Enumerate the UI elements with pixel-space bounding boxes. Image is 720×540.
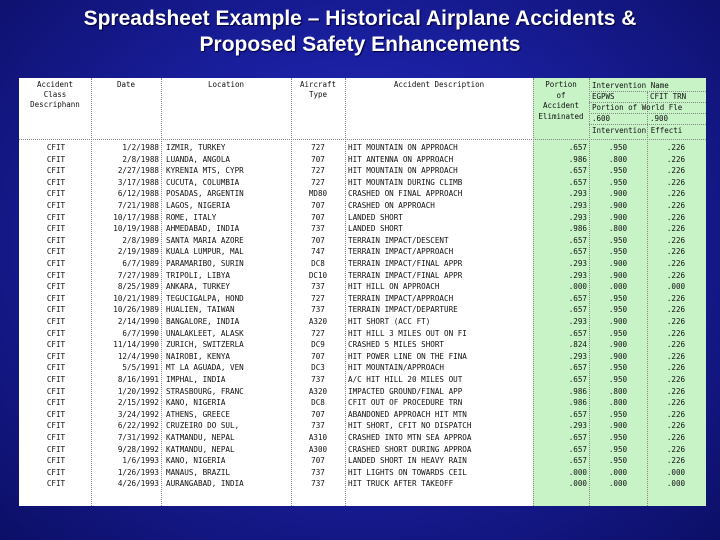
cell-accident-class: CFIT [46,224,66,234]
cell-egpws-effect: .950 [608,375,628,384]
table-row [19,281,706,293]
cell-cfit-trn-effect: .226 [666,444,686,454]
cell-location: TRIPOLI, LIBYA [166,270,231,280]
cell-location: KANO, NIGERIA [166,456,226,466]
cell-location: BANGALORE, INDIA [166,317,240,326]
cell-aircraft-type: A320 [308,317,328,326]
cell-description: HIT MOUNTAIN DURING CLIMB [348,177,463,187]
cell-aircraft-type: A320 [308,386,328,396]
cell-location: TEGUCIGALPA, HOND [166,293,244,303]
cell-cfit-trn-effect: .226 [666,317,686,326]
header-intervention-effect: Intervention Effecti [592,126,683,135]
cell-portion-eliminated: .657 [568,433,587,442]
cell-cfit-trn-effect: .226 [666,305,686,315]
cell-description: ABANDONED APPROACH HIT MTN [348,409,467,419]
cell-egpws-effect: .900 [608,317,628,326]
cell-accident-class: CFIT [46,143,66,152]
cell-date: 6/12/1988 [117,189,159,199]
cell-accident-class: CFIT [46,305,66,315]
cell-location: ZURICH, SWITZERLA [166,340,244,350]
cell-date: 10/17/1988 [113,212,159,222]
table-row [19,328,706,340]
cell-accident-class: CFIT [46,386,66,396]
table-row [19,374,706,386]
table-row [19,409,706,421]
cell-cfit-trn-effect: .226 [666,247,686,257]
table-row [19,478,706,490]
cell-egpws-effect: .950 [608,363,628,373]
cell-aircraft-type: A310 [308,433,328,442]
cell-description: TERRAIN IMPACT/DESCENT [348,235,449,245]
cell-date: 2/14/1990 [117,317,159,326]
cell-description: HIT ANTENNA ON APPROACH [348,154,454,164]
cell-cfit-trn-effect: .226 [666,386,686,396]
cell-portion-eliminated: .657 [568,375,587,384]
cell-cfit-trn-effect: .226 [666,409,686,419]
cell-cfit-trn-effect: .226 [666,398,686,408]
cell-accident-class: CFIT [46,467,66,477]
cell-portion-eliminated: .657 [568,143,587,152]
cell-egpws-effect: .900 [608,340,628,350]
cell-date: 10/21/1989 [113,293,159,303]
table-row [19,444,706,456]
cell-aircraft-type: 747 [311,247,325,257]
cell-description: CRASHED ON APPROACH [348,201,435,210]
cell-date: 1/6/1993 [122,456,159,466]
cell-aircraft-type: 707 [311,456,325,466]
cell-date: 8/16/1991 [117,375,159,384]
cell-description: HIT POWER LINE ON THE FINA [348,351,467,361]
cell-location: PARAMARIBO, SURIN [166,259,244,268]
cell-portion-eliminated: .293 [568,189,587,199]
table-row [19,386,706,398]
cell-cfit-trn-effect: .226 [666,433,686,442]
cell-description: HIT MOUNTAIN/APPROACH [348,363,445,373]
cell-location: STRASBOURG, FRANC [166,386,244,396]
spreadsheet [19,78,706,506]
cell-aircraft-type: 737 [311,224,325,234]
cell-accident-class: CFIT [46,293,66,303]
table-row [19,397,706,409]
cell-cfit-trn-effect: .226 [666,293,686,303]
cell-location: UNALAKLEET, ALASK [166,328,244,338]
table-row [19,188,706,200]
cell-aircraft-type: DC3 [311,363,325,373]
cell-aircraft-type: DC10 [308,270,328,280]
table-row [19,200,706,212]
cell-location: KATMANDU, NEPAL [166,444,235,454]
cell-cfit-trn-effect: .226 [666,177,686,187]
cell-cfit-trn-effect: .226 [666,154,686,164]
cell-aircraft-type: 707 [311,201,325,210]
cell-date: 3/17/1988 [117,177,159,187]
cell-aircraft-type: 707 [311,154,325,164]
slide-title-line-1: Spreadsheet Example – Historical Airplane Accidents & [83,7,637,30]
cell-date: 5/5/1991 [122,363,159,373]
cell-cfit-trn-effect: .226 [666,421,686,431]
header-portion-eliminated: Portion of Accident Eliminated [538,80,584,121]
cell-accident-class: CFIT [46,177,66,187]
cell-aircraft-type: 727 [311,293,325,303]
cell-cfit-trn-effect: .226 [666,328,686,338]
cell-location: MANAUS, BRAZIL [166,467,231,477]
header-accident-class: Accident Class Descriphann [30,80,80,109]
cell-aircraft-type: 737 [311,479,325,489]
cell-date: 9/28/1992 [117,444,159,454]
cell-cfit-trn-effect: .226 [666,212,686,222]
cell-portion-eliminated: .293 [568,351,587,361]
intervention-name-2: CFIT TRN [650,92,687,101]
world-fleet-value-1: .600 [592,114,611,123]
cell-portion-eliminated: .657 [568,305,587,315]
cell-description: TERRAIN IMPACT/FINAL APPR [348,259,463,268]
cell-date: 1/26/1993 [117,467,159,477]
table-row [19,258,706,270]
cell-date: 6/7/1990 [122,328,159,338]
cell-cfit-trn-effect: .226 [666,351,686,361]
cell-accident-class: CFIT [46,421,66,431]
cell-accident-class: CFIT [46,317,66,326]
cell-egpws-effect: .900 [608,421,628,431]
cell-portion-eliminated: .657 [568,363,587,373]
cell-accident-class: CFIT [46,270,66,280]
cell-cfit-trn-effect: .226 [666,363,686,373]
cell-cfit-trn-effect: .226 [666,143,686,152]
cell-date: 1/2/1988 [122,143,159,152]
table-row [19,212,706,224]
cell-portion-eliminated: .293 [568,201,587,210]
cell-aircraft-type: DC8 [311,259,325,268]
cell-location: LUANDA, ANGOLA [166,154,231,164]
cell-description: LANDED SHORT IN HEAVY RAIN [348,456,467,466]
cell-accident-class: CFIT [46,479,66,489]
cell-portion-eliminated: .657 [568,247,587,257]
cell-egpws-effect: .000 [608,479,628,489]
cell-portion-eliminated: .986 [568,154,587,164]
cell-cfit-trn-effect: .226 [666,259,686,268]
table-row [19,362,706,374]
cell-description: CRASHED SHORT DURING APPROA [348,444,472,454]
cell-egpws-effect: .800 [608,154,628,164]
cell-accident-class: CFIT [46,282,66,292]
cell-egpws-effect: .950 [608,305,628,315]
cell-description: HIT SHORT (ACC FT) [348,317,431,326]
cell-aircraft-type: 707 [311,235,325,245]
cell-location: AHMEDABAD, INDIA [166,224,240,234]
cell-date: 2/19/1989 [117,247,159,257]
cell-description: HIT TRUCK AFTER TAKEOFF [348,479,454,489]
cell-description: A/C HIT HILL 20 MILES OUT [348,375,463,384]
cell-portion-eliminated: .657 [568,328,587,338]
cell-accident-class: CFIT [46,189,66,199]
cell-aircraft-type: A300 [308,444,328,454]
cell-portion-eliminated: .293 [568,212,587,222]
cell-location: KYRENIA MTS, CYPR [166,166,244,176]
cell-description: HIT HILL ON APPROACH [348,282,440,292]
cell-aircraft-type: 737 [311,467,325,477]
header-intervention-name: Intervention Name [592,81,669,90]
cell-portion-eliminated: .000 [568,479,587,489]
cell-aircraft-type: 727 [311,166,325,176]
cell-portion-eliminated: .657 [568,409,587,419]
cell-cfit-trn-effect: .226 [666,166,686,176]
cell-egpws-effect: .950 [608,409,628,419]
cell-egpws-effect: .900 [608,259,628,268]
cell-location: ATHENS, GREECE [166,409,231,419]
header-separator [19,139,706,140]
cell-location: HUALIEN, TAIWAN [166,305,235,315]
cell-date: 4/26/1993 [117,479,159,489]
cell-egpws-effect: .800 [608,386,628,396]
table-row [19,432,706,444]
cell-accident-class: CFIT [46,235,66,245]
table-row [19,235,706,247]
cell-cfit-trn-effect: .000 [666,282,686,292]
cell-location: SANTA MARIA AZORE [166,235,244,245]
header-date: Date [116,80,136,89]
cell-location: LAGOS, NIGERIA [166,201,231,210]
cell-portion-eliminated: .000 [568,282,587,292]
cell-date: 7/21/1988 [117,201,159,210]
cell-location: CRUZEIRO DO SUL, [166,421,240,431]
cell-egpws-effect: .950 [608,433,628,442]
cell-accident-class: CFIT [46,259,66,268]
cell-aircraft-type: 707 [311,409,325,419]
header-aircraft-type: Aircraft Type [299,80,337,99]
cell-egpws-effect: .900 [608,270,628,280]
table-row [19,455,706,467]
cell-location: AURANGABAD, INDIA [166,479,244,489]
cell-accident-class: CFIT [46,456,66,466]
cell-portion-eliminated: .293 [568,421,587,431]
table-row [19,293,706,305]
cell-egpws-effect: .950 [608,235,628,245]
intervention-name-1: EGPWS [592,92,615,101]
cell-location: KANO, NIGERIA [166,398,226,408]
cell-aircraft-type: 737 [311,375,325,384]
cell-date: 2/8/1989 [122,235,159,245]
cell-location: IZMIR, TURKEY [166,143,226,152]
cell-portion-eliminated: .657 [568,177,587,187]
cell-date: 6/7/1989 [122,259,159,268]
cell-cfit-trn-effect: .226 [666,224,686,234]
cell-location: CUCUTA, COLUMBIA [166,177,240,187]
cell-location: POSADAS, ARGENTIN [166,189,244,199]
cell-egpws-effect: .950 [608,293,628,303]
cell-description: LANDED SHORT [348,212,403,222]
cell-location: ROME, ITALY [166,212,217,222]
cell-accident-class: CFIT [46,351,66,361]
cell-description: TERRAIN IMPACT/APPROACH [348,247,454,257]
cell-aircraft-type: 727 [311,328,325,338]
cell-description: TERRAIN IMPACT/DEPARTURE [348,305,458,315]
cell-egpws-effect: .950 [608,456,628,466]
table-row [19,246,706,258]
table-row [19,420,706,432]
cell-portion-eliminated: .824 [568,340,587,350]
cell-description: HIT SHORT, CFIT NO DISPATCH [348,421,472,431]
cell-portion-eliminated: .986 [568,224,587,234]
cell-location: ANKARA, TURKEY [166,282,231,292]
cell-location: KUALA LUMPUR, MAL [166,247,244,257]
cell-date: 10/26/1989 [113,305,159,315]
cell-portion-eliminated: .657 [568,293,587,303]
cell-portion-eliminated: .293 [568,270,587,280]
cell-aircraft-type: 737 [311,305,325,315]
cell-accident-class: CFIT [46,398,66,408]
cell-accident-class: CFIT [46,409,66,419]
cell-egpws-effect: .950 [608,143,628,152]
cell-cfit-trn-effect: .226 [666,235,686,245]
world-fleet-value-2: .900 [650,114,669,123]
table-row [19,142,706,154]
cell-aircraft-type: DC8 [311,398,325,408]
cell-aircraft-type: DC9 [311,340,325,350]
cell-egpws-effect: .950 [608,166,628,176]
cell-location: IMPHAL, INDIA [166,375,226,384]
cell-portion-eliminated: .293 [568,317,587,326]
cell-date: 2/27/1988 [117,166,159,176]
cell-aircraft-type: MD80 [308,189,328,199]
cell-accident-class: CFIT [46,154,66,164]
cell-portion-eliminated: .657 [568,444,587,454]
cell-date: 7/31/1992 [117,433,159,442]
header-world-fleet: Portion of World Fle [592,103,683,112]
cell-accident-class: CFIT [46,444,66,454]
cell-location: NAIROBI, KENYA [166,351,231,361]
cell-accident-class: CFIT [46,433,66,442]
cell-accident-class: CFIT [46,201,66,210]
cell-cfit-trn-effect: .226 [666,201,686,210]
cell-accident-class: CFIT [46,363,66,373]
cell-cfit-trn-effect: .226 [666,375,686,384]
cell-portion-eliminated: .657 [568,456,587,466]
cell-description: CRASHED 5 MILES SHORT [348,340,445,350]
cell-portion-eliminated: .000 [568,467,587,477]
table-row [19,270,706,282]
cell-portion-eliminated: .293 [568,259,587,268]
cell-aircraft-type: 707 [311,212,325,222]
cell-description: HIT MOUNTAIN ON APPROACH [348,143,458,152]
cell-egpws-effect: .000 [608,282,628,292]
cell-location: MT LA AGUADA, VEN [166,363,244,373]
table-row [19,154,706,166]
cell-accident-class: CFIT [46,212,66,222]
header-location: Location [207,80,245,89]
cell-description: CRASHED INTO MTN SEA APPROA [348,433,472,442]
table-row [19,351,706,363]
cell-accident-class: CFIT [46,328,66,338]
cell-aircraft-type: 737 [311,282,325,292]
header-accident-description: Accident Description [393,80,485,89]
table-row [19,467,706,479]
cell-egpws-effect: .950 [608,177,628,187]
cell-date: 3/24/1992 [117,409,159,419]
cell-date: 1/20/1992 [117,386,159,396]
cell-cfit-trn-effect: .226 [666,340,686,350]
cell-egpws-effect: .000 [608,467,628,477]
cell-egpws-effect: .800 [608,224,628,234]
cell-egpws-effect: .950 [608,444,628,454]
cell-description: HIT HILL 3 MILES OUT ON FI [348,328,467,338]
cell-description: CRASHED ON FINAL APPROACH [348,189,463,199]
table-row [19,177,706,189]
cell-cfit-trn-effect: .226 [666,189,686,199]
cell-description: HIT MOUNTAIN ON APPROACH [348,166,458,176]
cell-portion-eliminated: .657 [568,235,587,245]
cell-portion-eliminated: .657 [568,166,587,176]
slide-title-line-2: Proposed Safety Enhancements [199,33,521,56]
cell-date: 6/22/1992 [117,421,159,431]
cell-description: LANDED SHORT [348,224,403,234]
cell-cfit-trn-effect: .226 [666,456,686,466]
cell-accident-class: CFIT [46,375,66,384]
cell-portion-eliminated: .986 [568,386,587,396]
cell-egpws-effect: .900 [608,201,628,210]
cell-aircraft-type: 707 [311,351,325,361]
cell-date: 12/4/1990 [117,351,159,361]
cell-aircraft-type: 727 [311,177,325,187]
cell-accident-class: CFIT [46,166,66,176]
cell-date: 2/8/1988 [122,154,159,164]
cell-accident-class: CFIT [46,340,66,350]
cell-egpws-effect: .950 [608,247,628,257]
cell-egpws-effect: .900 [608,212,628,222]
cell-description: IMPACTED GROUND/FINAL APP [348,386,463,396]
cell-date: 11/14/1990 [113,340,159,350]
cell-accident-class: CFIT [46,247,66,257]
table-row [19,316,706,328]
cell-cfit-trn-effect: .000 [666,479,686,489]
cell-date: 10/19/1988 [113,224,159,234]
cell-date: 8/25/1989 [117,282,159,292]
cell-location: KATMANDU, NEPAL [166,433,235,442]
cell-egpws-effect: .800 [608,398,628,408]
cell-date: 7/27/1989 [117,270,159,280]
cell-description: TERRAIN IMPACT/APPROACH [348,293,454,303]
cell-description: HIT LIGHTS ON TOWARDS CEIL [348,467,467,477]
slide-title [0,6,720,58]
cell-aircraft-type: 727 [311,143,325,152]
cell-date: 2/15/1992 [117,398,159,408]
table-row [19,304,706,316]
cell-description: TERRAIN IMPACT/FINAL APPR [348,270,463,280]
cell-aircraft-type: 737 [311,421,325,431]
cell-cfit-trn-effect: .226 [666,270,686,280]
cell-egpws-effect: .900 [608,351,628,361]
table-row [19,165,706,177]
table-row [19,339,706,351]
cell-egpws-effect: .950 [608,328,628,338]
cell-portion-eliminated: .986 [568,398,587,408]
cell-description: CFIT OUT OF PROCEDURE TRN [348,398,463,408]
cell-egpws-effect: .900 [608,189,628,199]
table-row [19,223,706,235]
cell-cfit-trn-effect: .000 [666,467,686,477]
